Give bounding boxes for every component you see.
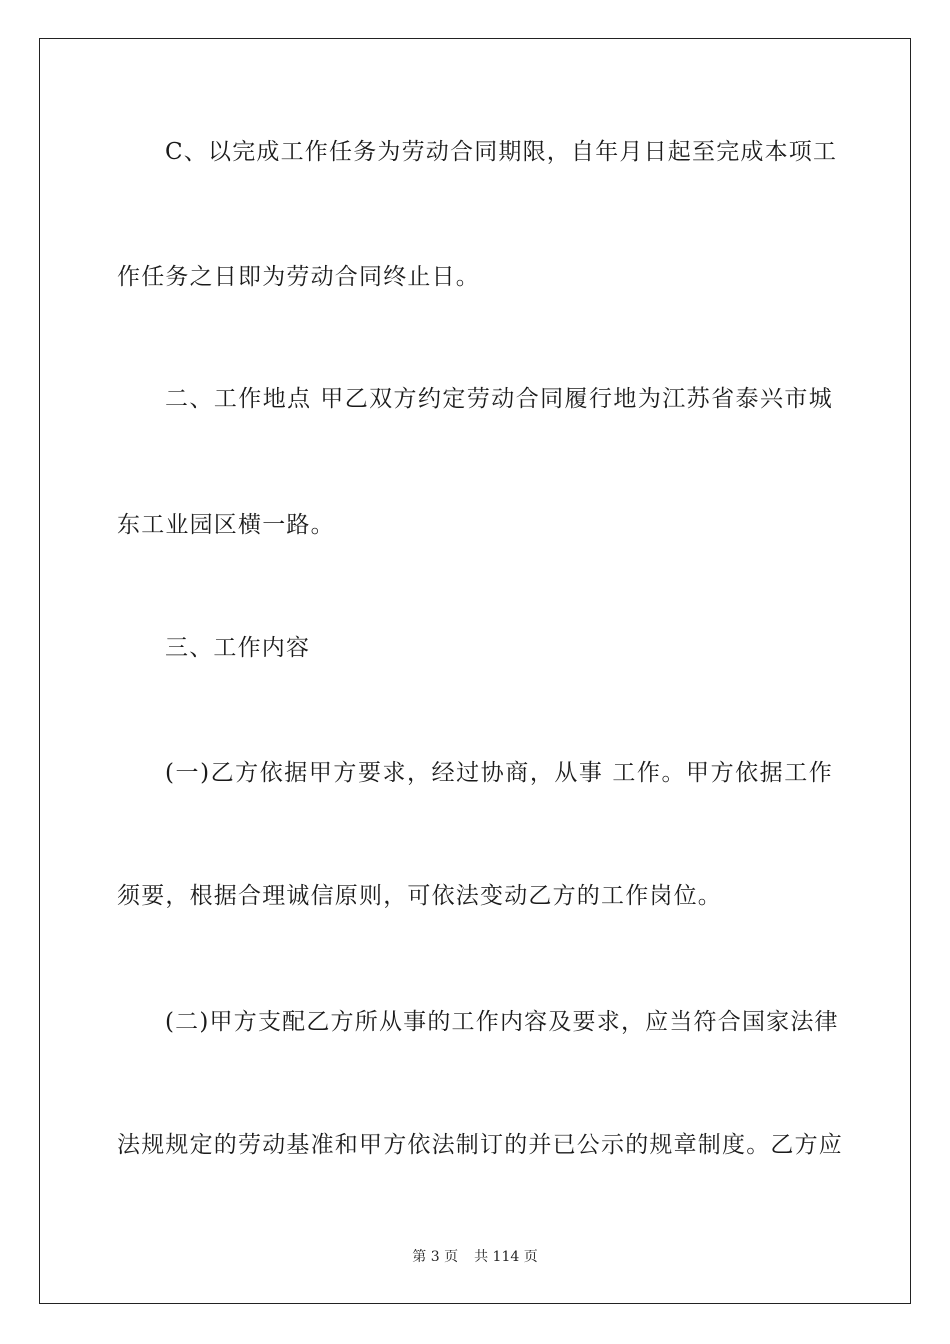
section-heading: 三、工作内容 xyxy=(165,635,311,661)
page-footer xyxy=(0,1247,950,1267)
paragraph-line-9: 法规规定的劳动基准和甲方依法制订的并已公示的规章制度。乙方应 xyxy=(117,1132,843,1158)
paragraph-line-2: 作任务之日即为劳动合同终止日。 xyxy=(117,264,480,290)
paragraph-line-6: (一)乙方依据甲方要求，经过协商，从事 工作。甲方依据工作 xyxy=(165,760,833,786)
page-frame xyxy=(39,38,911,1304)
paragraph-line-1: C、以完成工作任务为劳动合同期限，自年月日起至完成本项工 xyxy=(165,139,838,165)
page-number: 第 3 页 xyxy=(412,1249,459,1265)
paragraph-line-8: (二)甲方支配乙方所从事的工作内容及要求，应当符合国家法律 xyxy=(165,1009,839,1035)
total-pages: 共 114 页 xyxy=(474,1249,538,1265)
paragraph-line-7: 须要，根据合理诚信原则，可依法变动乙方的工作岗位。 xyxy=(117,883,722,909)
paragraph-line-3: 二、工作地点 甲乙双方约定劳动合同履行地为江苏省泰兴市城 xyxy=(165,386,833,412)
paragraph-line-4: 东工业园区横一路。 xyxy=(117,512,335,538)
